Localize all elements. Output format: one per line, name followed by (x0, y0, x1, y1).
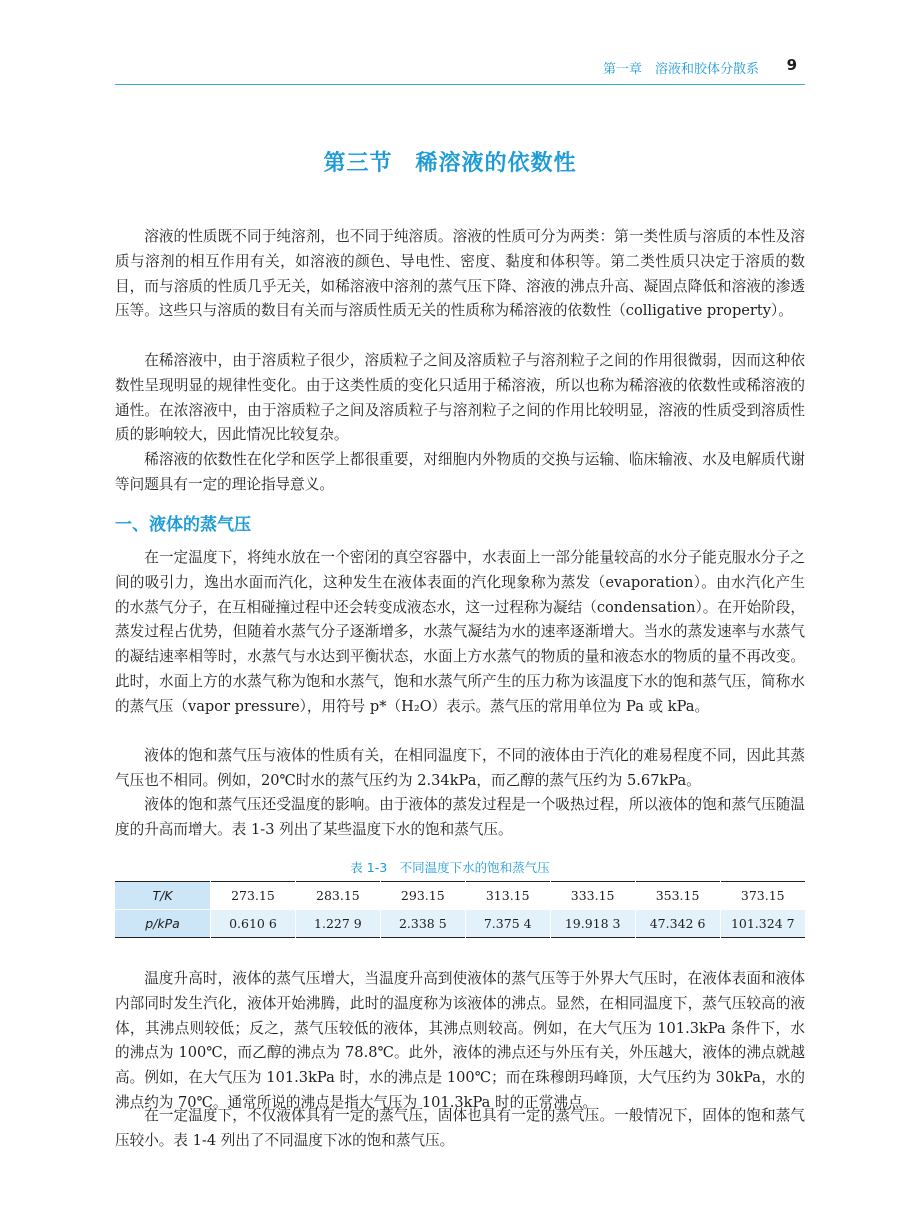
table-cell: 353.15 (635, 882, 720, 910)
table-cell: 293.15 (380, 882, 465, 910)
chapter-title: 第一章 溶液和胶体分散系 (602, 62, 759, 77)
table-caption: 表 1-3 不同温度下水的饱和蒸气压 (350, 860, 550, 875)
vapor-pressure-table (115, 881, 805, 938)
table-cell: 283.15 (295, 882, 380, 910)
paragraph-intro: 溶液的性质既不同于纯溶剂，也不同于纯溶质。溶液的性质可分为两类：第一类性质与溶质的本性及溶质与溶剂的相互作用有关，如溶液的颜色、导电性、密度、黏度和体积等。第二类性质只决定于溶质的数目，而与溶质的性质几乎无关，如稀溶液中溶剂的蒸气压下降、溶液的沸点升高、凝固点降低和溶液的渗透压等。这些只与溶质的数目有关而与溶质性质无关的性质称为稀溶液的依数性（colligative property）。 (115, 228, 805, 320)
table-cell: 0.610 6 (211, 910, 296, 938)
table-cell: 19.918 3 (550, 910, 635, 938)
paragraph-liquid-nature: 液体的饱和蒸气压与液体的性质有关，在相同温度下，不同的液体由于汽化的难易程度不同，因此其蒸气压也不相同。例如，20℃时水的蒸气压约为 2.34kPa，而乙醇的蒸气压约为 5.67kPa。 (115, 747, 805, 789)
paragraph-dilute-solution: 在稀溶液中，由于溶质粒子很少，溶质粒子之间及溶质粒子与溶剂粒子之间的作用很微弱，因而这种依数性呈现明显的规律性变化。由于这类性质的变化只适用于稀溶液，所以也称为稀溶液的依数性或稀溶液的通性。在浓溶液中，由于溶质粒子之间及溶质粒子与溶剂粒子之间的作用比较明显，溶液的性质受到溶质性质的影响较大，因此情况比较复杂。 (115, 352, 805, 444)
running-header (115, 58, 805, 85)
paragraph-solid-vapor: 在一定温度下，不仅液体具有一定的蒸气压，固体也具有一定的蒸气压。一般情况下，固体的饱和蒸气压较小。表 1-4 列出了不同温度下冰的饱和蒸气压。 (115, 1107, 805, 1149)
table-cell: 101.324 7 (720, 910, 805, 938)
table-cell: 7.375 4 (465, 910, 550, 938)
table-cell: 1.227 9 (295, 910, 380, 938)
paragraph-evaporation: 在一定温度下，将纯水放在一个密闭的真空容器中，水表面上一部分能量较高的水分子能克服水分子之间的吸引力，逸出水面而汽化，这种发生在液体表面的汽化现象称为蒸发（evaporation）。由水汽化产生的水蒸气分子，在互相碰撞过程中还会转变成液态水，这一过程称为凝结（condensation）。在开始阶段，蒸发过程占优势，但随着水蒸气分子逐渐增多，水蒸气凝结为水的速率逐渐增大。当水的蒸发速率与水蒸气的凝结速率相等时，水蒸气与水达到平衡状态，水面上方水蒸气的物质的量和液态水的物质的量不再改变。此时，水面上方的水蒸气称为饱和水蒸气，饱和水蒸气所产生的压力称为该温度下水的饱和蒸气压，简称水的蒸气压（vapor pressure），用符号 p*（H₂O）表示。蒸气压的常用单位为 Pa 或 kPa。 (115, 549, 805, 715)
row-header-temperature: T/K (115, 882, 211, 910)
table-row-temperature (115, 882, 805, 910)
table-cell: 333.15 (550, 882, 635, 910)
section-title: 第三节 稀溶液的依数性 (323, 150, 577, 176)
table-cell: 313.15 (465, 882, 550, 910)
table-cell: 273.15 (211, 882, 296, 910)
paragraph-importance: 稀溶液的依数性在化学和医学上都很重要，对细胞内外物质的交换与运输、临床输液、水及电解质代谢等问题具有一定的理论指导意义。 (115, 451, 805, 493)
paragraph-boiling-point: 温度升高时，液体的蒸气压增大，当温度升高到使液体的蒸气压等于外界大气压时，在液体表面和液体内部同时发生汽化，液体开始沸腾，此时的温度称为该液体的沸点。显然，在相同温度下，蒸气压较高的液体，其沸点则较低；反之，蒸气压较低的液体，其沸点则较高。例如，在大气压为 101.3kPa 条件下，水的沸点为 100℃，而乙醇的沸点为 78.8℃。此外，液体的沸点还与外压有关，外压越大，液体的沸点就越高。例如，在大气压为 101.3kPa 时，水的沸点是 100℃；而在珠穆朗玛峰顶，大气压约为 30kPa，水的沸点约为 70℃。通常所说的沸点是指大气压为 101.3kPa 时的正常沸点。 (115, 970, 805, 1111)
paragraph-temperature-effect: 液体的饱和蒸气压还受温度的影响。由于液体的蒸发过程是一个吸热过程，所以液体的饱和蒸气压随温度的升高而增大。表 1-3 列出了某些温度下水的饱和蒸气压。 (115, 796, 805, 838)
table-cell: 47.342 6 (635, 910, 720, 938)
subheading-vapor-pressure: 一、液体的蒸气压 (115, 515, 251, 535)
table-cell: 2.338 5 (380, 910, 465, 938)
row-header-pressure: p/kPa (115, 910, 211, 938)
table-cell: 373.15 (740, 888, 785, 903)
page-number: 9 (786, 56, 797, 74)
table-row-pressure (115, 910, 805, 938)
